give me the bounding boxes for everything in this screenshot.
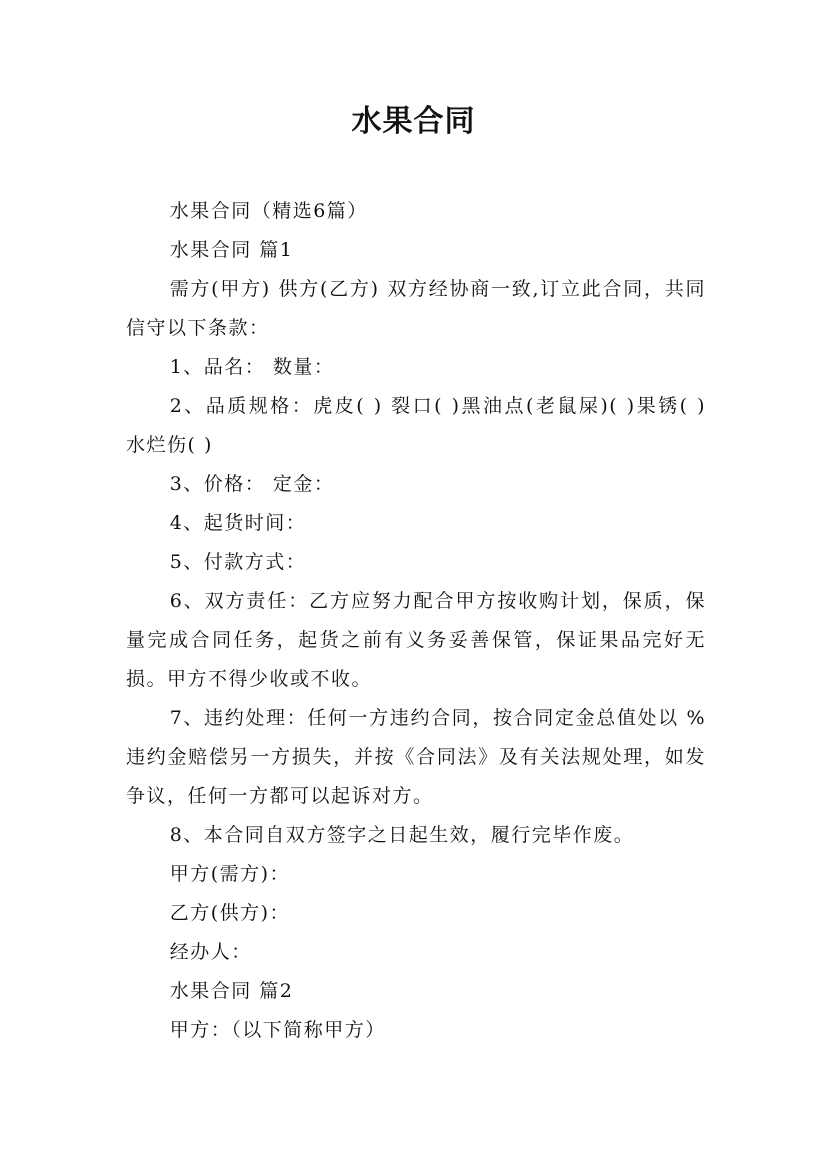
paragraph-clause-4: 4、起货时间：: [169, 512, 307, 534]
paragraph-clause-5: 5、付款方式：: [169, 551, 307, 573]
paragraph-clause-8: 8、本合同自双方签字之日起生效，履行完毕作废。: [169, 824, 635, 846]
paragraph-clause-1: 1、品名： 数量：: [169, 356, 335, 378]
paragraph-clause-6: 6、双方责任：乙方应努力配合甲方按收购计划，保质，保量完成合同任务，起货之前有义务妥善保管，保证果品完好无损。甲方不得少收或不收。: [126, 590, 706, 690]
document-title: 水果合同: [351, 104, 476, 139]
document-body: [126, 192, 706, 1050]
paragraph-section-1-heading: 水果合同 篇1: [169, 239, 294, 261]
paragraph-clause-7: 7、违约处理：任何一方违约合同，按合同定金总值处以 %违约金赔偿另一方损失，并按《合同法》及有关法规处理，如发争议，任何一方都可以起诉对方。: [126, 707, 706, 807]
paragraph-clause-2: 2、品质规格：虎皮( ) 裂口( )黑油点(老鼠屎)( )果锈( ) 水烂伤( ): [126, 395, 706, 456]
paragraph-clause-3: 3、价格： 定金：: [169, 473, 335, 495]
paragraph-party-a-intro: 甲方：（以下简称甲方）: [169, 1019, 386, 1041]
paragraph-handler: 经办人：: [169, 941, 252, 963]
paragraph-section-2-heading: 水果合同 篇2: [169, 980, 294, 1002]
paragraph-parties-intro: 需方(甲方) 供方(乙方) 双方经协商一致,订立此合同，共同信守以下条款：: [126, 278, 706, 339]
paragraph-doc-heading: 水果合同（精选6篇）: [169, 200, 368, 222]
paragraph-party-a-signature: 甲方(需方)：: [169, 863, 291, 885]
paragraph-party-b-signature: 乙方(供方)：: [169, 902, 291, 924]
